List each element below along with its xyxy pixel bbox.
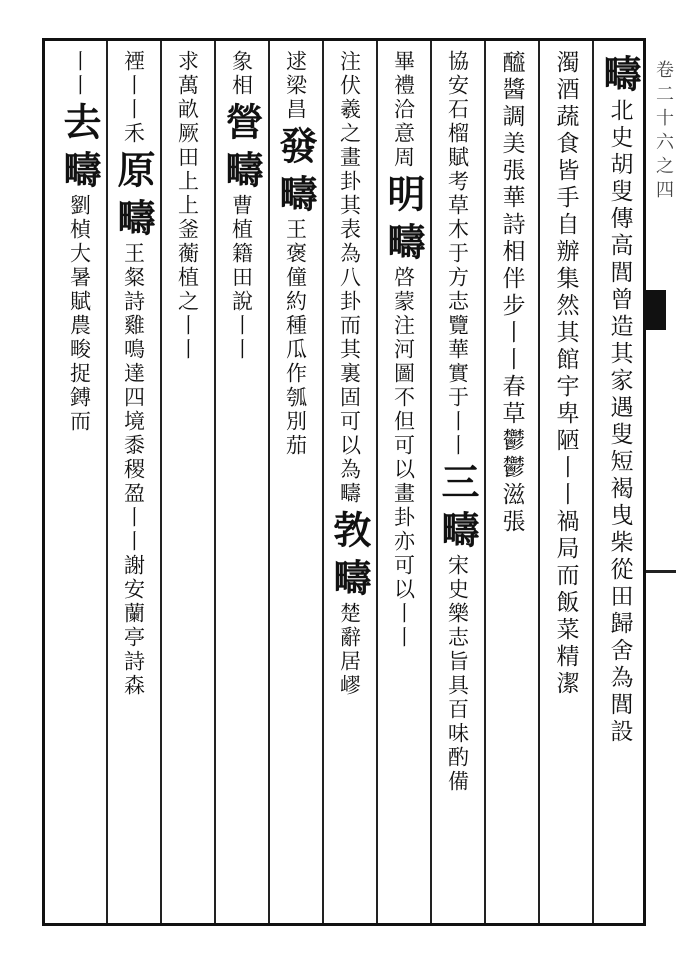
column-text: 醯醬調美張華詩相伴步丨丨春草鬱鬱滋張 [498,50,525,536]
column-text: 劉楨大暑賦農畯捉鎛而 [67,194,92,434]
column-text: 北史胡叟傳高閭曾造其家遇叟短褐曳柴從田歸舍為閭設 [606,98,633,746]
text-column-11 [52,50,106,916]
text-column-10 [106,50,160,916]
headword: 㪍 [327,510,372,550]
column-text: 萬畝厥田上上 [175,74,200,218]
text-column-1 [592,50,646,916]
headword: 明 [381,174,426,214]
column-text: 釜蘅植之丨丨 [175,218,200,362]
headword: 疇 [111,198,156,238]
column-text: 禋丨丨禾 [121,50,146,146]
column-text: 曹植籍田說丨丨 [229,194,254,362]
text-column-8 [214,50,268,916]
edge-rule [646,570,676,573]
column-text: 王粲詩雞鳴達四境黍稷盈丨丨謝安蘭亭詩森 [121,242,146,698]
headword: 疇 [57,150,102,190]
headword: 疇 [219,150,264,190]
column-text: 注伏羲之畫卦其表為八卦而其裏固可以為疇 [337,50,362,506]
column-text: 象相 [229,50,254,98]
text-column-4 [430,50,484,916]
text-column-2 [538,50,592,916]
column-text: 濁酒蔬食皆手自辦集然其館宇卑陋丨丨禍局而飯菜精潔 [552,50,579,698]
column-text: 求 [175,50,200,74]
margin-note [650,60,676,880]
headword: 原 [111,150,156,190]
column-text: 楚辭居嵺 [337,602,362,698]
column-text: 逑梁昌 [283,50,308,122]
column-text: 王褒僮約種瓜作瓠別茄 [283,218,308,458]
text-column-5 [376,50,430,916]
column-text: 畢禮洽意周 [391,50,416,170]
column-text: 宋史樂志旨具百味酌備 [445,554,470,794]
text-column-3 [484,50,538,916]
headword: 三 [435,462,480,502]
text-column-9 [160,50,214,916]
headword: 營 [219,102,264,142]
column-text: 啓蒙注河圖不但可以畫卦亦可以丨丨 [391,266,416,650]
edge-tab-mark [646,290,666,330]
margin-note-text: 卷二十六之四 [653,60,674,204]
column-text: 丨丨 [67,50,92,98]
headword: 發 [273,126,318,166]
column-text: 協安石榴賦考草木于方志覽華實于丨丨 [445,50,470,458]
headword: 去 [57,102,102,142]
headword: 疇 [597,54,642,94]
text-column-7 [268,50,322,916]
headword: 疇 [435,510,480,550]
headword: 疇 [381,222,426,262]
headword: 疇 [273,174,318,214]
headword: 疇 [327,558,372,598]
text-column-6 [322,50,376,916]
